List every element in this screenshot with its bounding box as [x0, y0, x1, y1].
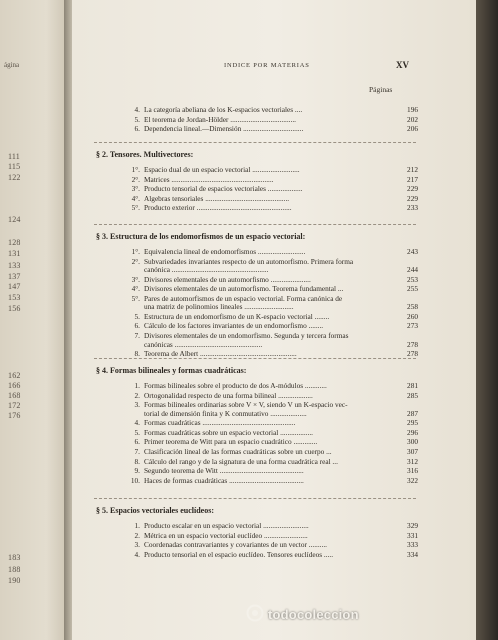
entry-title: La categoría abeliana de los K-espacios vectoriales ....	[144, 106, 303, 114]
section-divider	[94, 224, 416, 225]
left-page-number: 188	[8, 565, 21, 574]
left-page-number: 153	[8, 293, 21, 302]
entry-number: 2.	[134, 530, 140, 540]
entry-number: 5°.	[131, 293, 140, 303]
entry-title-continued: torial de dimensión finita y K conmutativo ....................	[144, 409, 307, 418]
left-page-header: ágina	[4, 61, 20, 69]
left-page-number: 190	[8, 576, 21, 585]
entry-number: 3.	[134, 540, 140, 550]
entry-number: 8.	[134, 349, 140, 358]
entry-title: Formas cuadráticas sobre un espacio vectorial ..................	[144, 428, 313, 437]
left-page-number: 183	[8, 553, 21, 562]
entry-number: 1.	[134, 381, 140, 390]
left-page-number: 147	[8, 282, 21, 291]
entry-page: 333	[407, 540, 418, 550]
entry-title: Coordenadas contravariantes y covariantes de un vector ..........	[144, 541, 327, 550]
entry-title: Divisores elementales de un automorfismo. Teorema fundamental ...	[144, 285, 344, 294]
left-page-number: 168	[8, 391, 21, 400]
section-title: § 5. Espacios vectoriales euclídeos:	[96, 506, 214, 515]
entry-page: 243	[407, 247, 418, 256]
entry-number: 3.	[134, 400, 140, 410]
section-divider	[94, 498, 416, 499]
section-divider	[94, 142, 416, 143]
entry-page: 278	[407, 349, 418, 358]
left-page-number: 176	[8, 411, 21, 420]
entry-title: Formas cuadráticas ...................................................	[144, 419, 296, 428]
left-page-number: 122	[8, 173, 21, 182]
left-page-number: 137	[8, 272, 21, 281]
section-divider	[94, 358, 416, 359]
entry-number: 4°.	[131, 284, 140, 294]
entry-number: 5.	[134, 311, 140, 321]
entry-number: 1.	[134, 521, 140, 530]
entry-page: 331	[407, 530, 418, 540]
entry-page: 322	[407, 475, 418, 485]
left-page-number: 133	[8, 261, 21, 270]
left-page-number: 166	[8, 381, 21, 390]
entry-title: Formas bilineales sobre el producto de dos A-módulos ............	[144, 382, 327, 390]
section-title: § 3. Estructura de los endomorfismos de un espacio vectorial:	[96, 232, 306, 241]
entry-title: Producto escalar en un espacio vectorial .........................	[144, 522, 309, 530]
entry-title: Segundo teorema de Witt ..............................................	[144, 467, 304, 476]
entry-title: Métrica en un espacio vectorial euclídeo ........................	[144, 531, 308, 540]
entry-title: Equivalencia lineal de endomorfismos ..........................	[144, 248, 306, 256]
entry-page: 300	[407, 437, 418, 447]
entry-title: Formas bilineales ordinarias sobre V × V, siendo V un K-espacio vec-	[144, 401, 348, 410]
left-page-number: 162	[8, 371, 21, 380]
entry-page: 273	[407, 321, 418, 331]
entry-page: 255	[407, 284, 418, 294]
left-page-number: 111	[8, 152, 21, 161]
section-title: § 4. Formas bilineales y formas cuadráticas:	[96, 366, 247, 375]
entry-title: Cálculo del rango y de la signatura de una forma cuadrática real ...	[144, 457, 338, 466]
entry-number: 5.	[134, 114, 140, 124]
left-page-number: 124	[8, 215, 21, 224]
entry-number: 10.	[130, 475, 140, 485]
entry-page: 229	[407, 184, 418, 194]
entry-page: 329	[407, 521, 418, 530]
entry-title: Clasificación lineal de las formas cuadráticas sobre un cuerpo ...	[144, 448, 332, 456]
entry-page: 278	[407, 339, 418, 349]
entry-number: 4°.	[131, 193, 140, 203]
entry-number: 6.	[134, 437, 140, 447]
entry-page: 295	[407, 418, 418, 428]
entry-page: 287	[407, 408, 418, 418]
running-head: INDICE POR MATERIAS	[224, 62, 310, 69]
entry-page: 312	[407, 456, 418, 466]
entry-number: 9.	[134, 466, 140, 476]
entry-page: 202	[407, 114, 418, 124]
entry-title: Pares de automorfismos de un espacio vectorial. Forma canónica de	[144, 294, 343, 303]
entry-number: 8.	[134, 456, 140, 466]
entry-page: 196	[407, 105, 418, 114]
entry-number: 3°.	[131, 274, 140, 284]
entry-title: Producto tensorial en el espacio euclídeo. Tensores euclídeos .....	[144, 550, 334, 559]
entry-page: 212	[407, 165, 418, 174]
entry-page: 334	[407, 549, 418, 559]
entry-title: El teorema de Jordan-Hölder ....................................	[144, 115, 296, 124]
book-edge	[476, 0, 498, 640]
entry-page: 281	[407, 381, 418, 390]
entry-number: 4.	[134, 418, 140, 428]
entry-number: 3°.	[131, 184, 140, 194]
page-number: XV	[396, 60, 409, 70]
entry-title: Subvariedades invariantes respecto de un automorfismo. Primera forma	[144, 257, 354, 266]
entry-title: Matrices ........................................................	[144, 175, 274, 184]
entry-number: 4.	[134, 549, 140, 559]
entry-page: 285	[407, 390, 418, 400]
entry-number: 5.	[134, 427, 140, 437]
entry-title: Ortogonalidad respecto de una forma bilineal ...................	[144, 391, 313, 400]
left-page-number: 128	[8, 238, 21, 247]
entry-page: 296	[407, 427, 418, 437]
entry-page: 258	[407, 302, 418, 312]
entry-title-continued: canónicas ................................................	[144, 340, 263, 349]
entry-page: 206	[407, 124, 418, 134]
entry-title: Dependencia lineal.—Dimensión .................................	[144, 125, 304, 134]
left-page-number: 172	[8, 401, 21, 410]
entry-title: Producto exterior ....................................................	[144, 204, 292, 213]
entry-title: Divisores elementales de un automorfismo ......................	[144, 275, 311, 284]
entry-title-continued: canónica .....................................................	[144, 266, 269, 275]
entry-page: 260	[407, 311, 418, 321]
entry-number: 6.	[134, 124, 140, 134]
entry-title: Producto tensorial de espacios vectoriales ...................	[144, 185, 303, 194]
entry-number: 1°.	[131, 247, 140, 256]
entry-page: 307	[407, 447, 418, 456]
entry-title: Primer teorema de Witt para un espacio cuadrático .............	[144, 438, 318, 447]
left-page-number: 131	[8, 249, 21, 258]
left-page	[0, 0, 66, 640]
entry-title-continued: una matriz de polinomios lineales ...........................	[144, 303, 294, 312]
entry-title: Cálculo de los factores invariantes de un endomorfismo ........	[144, 322, 324, 331]
entry-title: Haces de formas cuadráticas .........................................	[144, 476, 304, 485]
entry-number: 2.	[134, 390, 140, 400]
section-title: § 2. Tensores. Multivectores:	[96, 150, 194, 159]
entry-title: Estructura de un endomorfismo de un K-espacio vectorial ........	[144, 312, 330, 321]
entry-number: 2°.	[131, 174, 140, 184]
entry-title: Algebras tensoriales ..............................................	[144, 194, 290, 203]
entry-number: 4.	[134, 105, 140, 114]
entry-page: 217	[407, 174, 418, 184]
entry-page: 229	[407, 193, 418, 203]
entry-number: 1°.	[131, 165, 140, 174]
entry-number: 7.	[134, 447, 140, 456]
entry-page: 316	[407, 466, 418, 476]
entry-number: 2°.	[131, 256, 140, 266]
entry-page: 233	[407, 203, 418, 213]
entry-number: 5°.	[131, 203, 140, 213]
watermark-logo-icon	[246, 604, 264, 622]
entry-number: 6.	[134, 321, 140, 331]
entry-title: Teorema de Albert .....................................................	[144, 350, 297, 358]
pages-column-label: Páginas	[369, 85, 393, 94]
left-page-number: 156	[8, 304, 21, 313]
entry-number: 7.	[134, 331, 140, 340]
entry-title: Espacio dual de un espacio vectorial ..........................	[144, 166, 300, 174]
entry-page: 253	[407, 274, 418, 284]
left-page-number: 115	[8, 162, 21, 171]
watermark: todocoleccion	[268, 607, 359, 622]
entry-title: Divisores elementales de un endomorfismo. Segunda y tercera formas	[144, 332, 349, 340]
entry-page: 244	[407, 265, 418, 275]
